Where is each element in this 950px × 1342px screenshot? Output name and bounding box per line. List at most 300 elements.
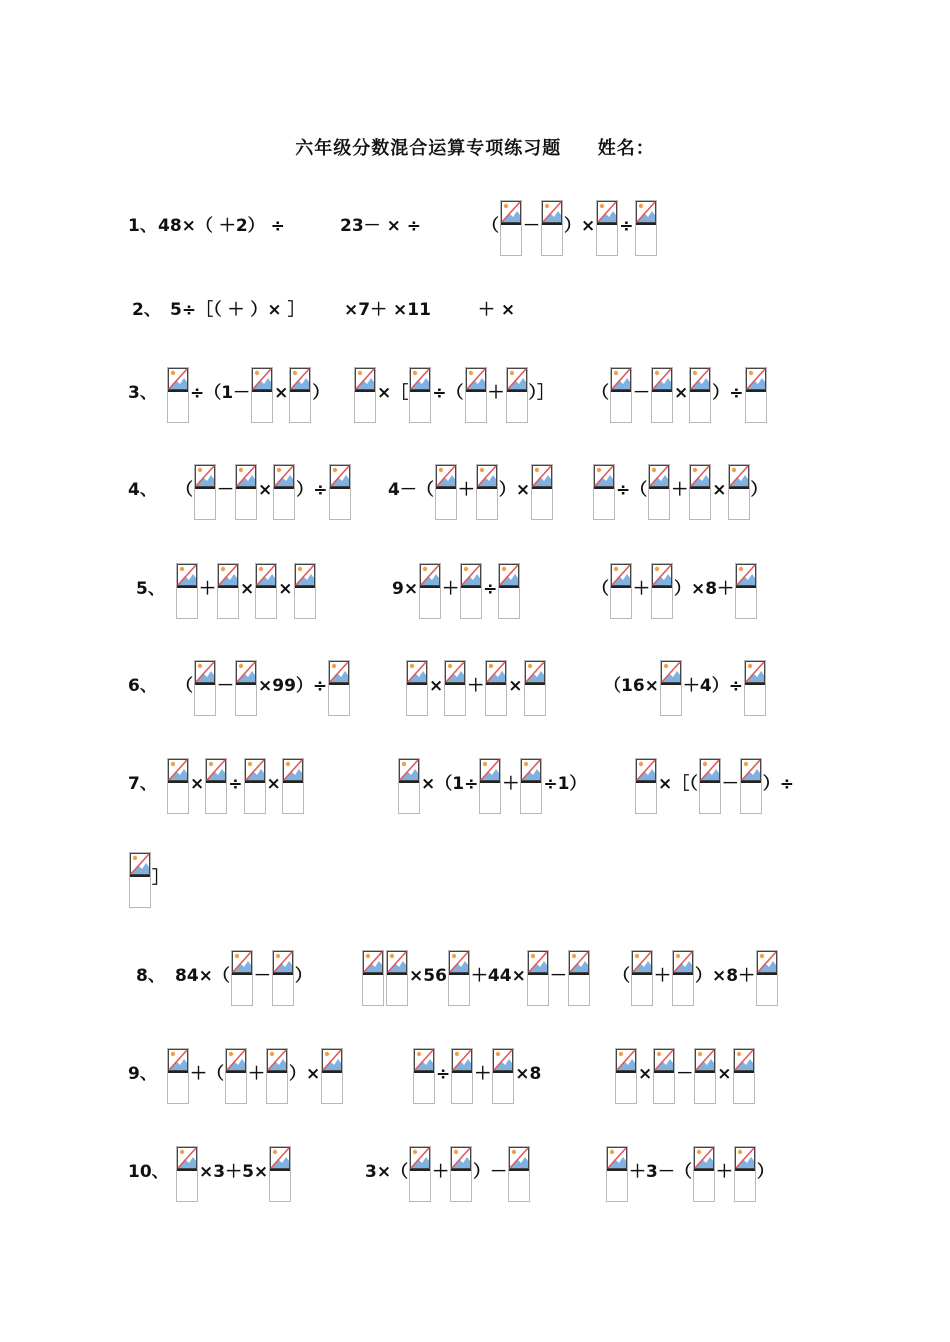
broken-image-icon xyxy=(486,661,506,685)
broken-image-icon xyxy=(273,951,293,975)
expression-text: × xyxy=(274,383,289,403)
broken-image-icon xyxy=(507,368,527,392)
fraction-placeholder xyxy=(610,367,632,423)
expression-text: ÷ xyxy=(483,579,498,599)
broken-image-icon xyxy=(636,759,656,783)
fraction-placeholder xyxy=(694,1048,716,1104)
exercise-row xyxy=(0,758,950,818)
broken-image-icon xyxy=(690,465,710,489)
broken-image-icon xyxy=(195,661,215,685)
expression xyxy=(176,464,352,520)
fraction-placeholder xyxy=(282,758,304,814)
broken-image-icon xyxy=(226,1049,246,1073)
fraction-placeholder xyxy=(689,367,711,423)
broken-image-icon xyxy=(729,465,749,489)
expression xyxy=(392,563,521,619)
fraction-placeholder xyxy=(409,1146,431,1202)
exercise-number: 10、 xyxy=(128,1162,169,1182)
fraction-placeholder xyxy=(506,367,528,423)
expression-text: （ xyxy=(482,216,499,236)
broken-image-icon xyxy=(690,368,710,392)
broken-image-icon xyxy=(746,368,766,392)
broken-image-icon xyxy=(399,759,419,783)
broken-image-icon xyxy=(499,564,519,588)
expression-text: ＋ xyxy=(502,774,520,794)
fraction-placeholder xyxy=(596,200,618,256)
broken-image-icon xyxy=(283,759,303,783)
exercise-number: 1、 xyxy=(128,216,157,236)
expression-text: ÷（ xyxy=(432,383,464,403)
fraction-placeholder xyxy=(479,758,501,814)
expression-text: × xyxy=(717,1064,732,1084)
expression xyxy=(176,660,351,716)
broken-image-icon xyxy=(420,564,440,588)
expression-text: ＋ xyxy=(467,676,485,696)
fraction-placeholder xyxy=(205,758,227,814)
broken-image-icon xyxy=(130,853,150,877)
broken-image-icon xyxy=(661,661,681,685)
expression xyxy=(634,758,794,814)
fraction-placeholder xyxy=(606,1146,628,1202)
expression-text: ） xyxy=(750,480,768,500)
expression xyxy=(365,1146,531,1202)
broken-image-icon xyxy=(177,564,197,588)
broken-image-icon xyxy=(477,465,497,489)
broken-image-icon xyxy=(741,759,761,783)
fraction-placeholder xyxy=(527,950,549,1006)
broken-image-icon xyxy=(218,564,238,588)
expression xyxy=(175,950,312,1006)
expression-text: ＋4）÷ xyxy=(682,676,743,696)
fraction-placeholder xyxy=(756,950,778,1006)
exercise-row xyxy=(0,1048,950,1108)
broken-image-icon xyxy=(736,564,756,588)
broken-image-icon xyxy=(757,951,777,975)
expression-text: ＋ xyxy=(487,383,505,403)
broken-image-icon xyxy=(532,465,552,489)
fraction-placeholder xyxy=(269,1146,291,1202)
fraction-placeholder xyxy=(362,950,384,1006)
expression-text: ÷（1－ xyxy=(190,383,251,403)
expression-text: ÷ xyxy=(228,774,243,794)
expression-text: ＋44× xyxy=(470,966,526,986)
fraction-placeholder xyxy=(735,563,757,619)
broken-image-icon xyxy=(270,1147,290,1171)
expression-text: 48×（ ＋2） ÷ xyxy=(158,216,285,236)
expression-text: 84×（ xyxy=(175,966,230,986)
expression-text: ÷ xyxy=(436,1064,451,1084)
exercise-number: 3、 xyxy=(128,383,157,403)
fraction-placeholder xyxy=(498,563,520,619)
fraction-placeholder xyxy=(266,1048,288,1104)
broken-image-icon xyxy=(652,564,672,588)
broken-image-icon xyxy=(493,1049,513,1073)
fraction-placeholder xyxy=(593,464,615,520)
fraction-placeholder xyxy=(272,950,294,1006)
expression xyxy=(412,1048,541,1104)
broken-image-icon xyxy=(168,368,188,392)
expression-text: ×［ xyxy=(377,383,409,403)
fraction-placeholder xyxy=(531,464,553,520)
exercise-number: 5、 xyxy=(136,579,165,599)
broken-image-icon xyxy=(445,661,465,685)
fraction-placeholder xyxy=(406,660,428,716)
expression-text: － xyxy=(549,966,567,986)
fraction-placeholder xyxy=(672,950,694,1006)
expression-text: ）× xyxy=(289,1064,321,1084)
expression xyxy=(478,284,515,322)
broken-image-icon xyxy=(461,564,481,588)
expression-text: － xyxy=(523,216,540,236)
fraction-placeholder xyxy=(409,367,431,423)
broken-image-icon xyxy=(452,1049,472,1073)
expression-text: ＋3－（ xyxy=(629,1162,692,1182)
fraction-placeholder xyxy=(635,200,657,256)
broken-image-icon xyxy=(290,368,310,392)
fraction-placeholder xyxy=(244,758,266,814)
broken-image-icon xyxy=(322,1049,342,1073)
expression-text: （ xyxy=(613,966,630,986)
expression-text: ×56 xyxy=(409,966,447,986)
broken-image-icon xyxy=(295,564,315,588)
expression-text: － xyxy=(633,383,650,403)
expression-text: ＋ xyxy=(457,480,475,500)
expression-text: 5÷［（ ＋ ）× ］ xyxy=(170,300,305,320)
exercise-number: 2、 xyxy=(132,300,161,320)
expression xyxy=(166,1048,344,1104)
expression-text: ×99）÷ xyxy=(258,676,328,696)
fraction-placeholder xyxy=(231,950,253,1006)
broken-image-icon xyxy=(387,951,407,975)
expression-text: × xyxy=(190,774,205,794)
expression-text: ＋ xyxy=(432,1162,450,1182)
expression xyxy=(353,367,554,423)
expression xyxy=(175,1146,292,1202)
expression-text: ＋ xyxy=(715,1162,733,1182)
name-label: 姓名： xyxy=(597,138,655,159)
fraction-placeholder xyxy=(500,200,522,256)
expression-text: － xyxy=(676,1064,694,1084)
broken-image-icon xyxy=(407,661,427,685)
expression-text: ×8 xyxy=(515,1064,542,1084)
fraction-placeholder xyxy=(568,950,590,1006)
fraction-placeholder xyxy=(167,367,189,423)
expression xyxy=(592,367,768,423)
fraction-placeholder xyxy=(450,1146,472,1202)
fraction-placeholder xyxy=(194,660,216,716)
fraction-placeholder xyxy=(217,563,239,619)
broken-image-icon xyxy=(206,759,226,783)
exercise-number: 7、 xyxy=(128,774,157,794)
expression xyxy=(166,367,329,423)
fraction-placeholder xyxy=(465,367,487,423)
broken-image-icon xyxy=(168,1049,188,1073)
expression-text: × xyxy=(638,1064,653,1084)
fraction-placeholder xyxy=(615,1048,637,1104)
exercise-row xyxy=(0,852,950,912)
fraction-placeholder xyxy=(235,660,257,716)
exercise-row xyxy=(0,464,950,524)
broken-image-icon xyxy=(267,1049,287,1073)
broken-image-icon xyxy=(745,661,765,685)
expression-text: ＋ xyxy=(442,579,460,599)
expression-text: ）× xyxy=(498,480,531,500)
expression xyxy=(388,464,554,520)
expression-text: ×7＋ ×11 xyxy=(344,300,431,320)
expression-text: ）÷ xyxy=(712,383,744,403)
expression-text: × xyxy=(674,383,689,403)
fraction-placeholder xyxy=(631,950,653,1006)
fraction-placeholder xyxy=(648,464,670,520)
expression xyxy=(166,758,305,814)
fraction-placeholder xyxy=(251,367,273,423)
broken-image-icon xyxy=(673,951,693,975)
expression-text: × xyxy=(240,579,255,599)
fraction-placeholder xyxy=(167,758,189,814)
broken-image-icon xyxy=(236,661,256,685)
broken-image-icon xyxy=(632,951,652,975)
broken-image-icon xyxy=(734,1049,754,1073)
expression xyxy=(482,200,658,256)
broken-image-icon xyxy=(501,201,521,225)
broken-image-icon xyxy=(652,368,672,392)
expression xyxy=(614,1048,756,1104)
fraction-placeholder xyxy=(329,464,351,520)
broken-image-icon xyxy=(597,201,617,225)
broken-image-icon xyxy=(363,951,383,975)
exercise-row xyxy=(0,284,950,344)
expression-text: ） xyxy=(312,383,330,403)
fraction-placeholder xyxy=(744,660,766,716)
expression xyxy=(158,200,285,238)
fraction-placeholder xyxy=(289,367,311,423)
exercise-number: 8、 xyxy=(136,966,165,986)
broken-image-icon xyxy=(695,1049,715,1073)
expression xyxy=(175,563,317,619)
fraction-placeholder xyxy=(660,660,682,716)
broken-image-icon xyxy=(594,465,614,489)
exercise-number: 9、 xyxy=(128,1064,157,1084)
fraction-placeholder xyxy=(745,367,767,423)
expression xyxy=(405,660,547,716)
fraction-placeholder xyxy=(255,563,277,619)
broken-image-icon xyxy=(252,368,272,392)
fraction-placeholder xyxy=(413,1048,435,1104)
expression-text: ＋ xyxy=(633,579,650,599)
broken-image-icon xyxy=(700,759,720,783)
expression-text: ×（1÷ xyxy=(421,774,479,794)
broken-image-icon xyxy=(466,368,486,392)
expression-text: ＋ xyxy=(199,579,216,599)
expression-text: － xyxy=(721,774,739,794)
worksheet-title: 六年级分数混合运算专项练习题 xyxy=(295,138,562,159)
fraction-placeholder xyxy=(635,758,657,814)
fraction-placeholder xyxy=(435,464,457,520)
expression-text: － xyxy=(217,480,234,500)
broken-image-icon xyxy=(525,661,545,685)
fraction-placeholder xyxy=(733,1048,755,1104)
expression xyxy=(592,563,758,619)
broken-image-icon xyxy=(636,201,656,225)
expression-text: （ xyxy=(176,480,193,500)
expression xyxy=(592,464,768,520)
expression xyxy=(397,758,586,814)
fraction-placeholder xyxy=(225,1048,247,1104)
fraction-placeholder xyxy=(508,1146,530,1202)
fraction-placeholder xyxy=(194,464,216,520)
expression-text: － xyxy=(253,966,271,986)
fraction-placeholder xyxy=(699,758,721,814)
expression-text: 3×（ xyxy=(365,1162,409,1182)
fraction-placeholder xyxy=(451,1048,473,1104)
fraction-placeholder xyxy=(328,660,350,716)
expression xyxy=(170,284,305,322)
expression-text: × xyxy=(712,480,727,500)
fraction-placeholder xyxy=(734,1146,756,1202)
broken-image-icon xyxy=(414,1049,434,1073)
broken-image-icon xyxy=(611,368,631,392)
expression-text: × xyxy=(258,480,273,500)
fraction-placeholder xyxy=(520,758,542,814)
expression xyxy=(613,950,779,1006)
fraction-placeholder xyxy=(728,464,750,520)
broken-image-icon xyxy=(245,759,265,783)
expression-text: ）］ xyxy=(528,383,554,403)
broken-image-icon xyxy=(528,951,548,975)
broken-image-icon xyxy=(449,951,469,975)
expression-text: （ xyxy=(592,579,609,599)
fraction-placeholder xyxy=(321,1048,343,1104)
broken-image-icon xyxy=(274,465,294,489)
fraction-placeholder xyxy=(610,563,632,619)
expression-text: ）÷ xyxy=(296,480,328,500)
broken-image-icon xyxy=(168,759,188,783)
broken-image-icon xyxy=(611,564,631,588)
fraction-placeholder xyxy=(419,563,441,619)
expression-text: ）×8＋ xyxy=(674,579,735,599)
expression-text: ×［（ xyxy=(658,774,698,794)
broken-image-icon xyxy=(649,465,669,489)
exercise-row xyxy=(0,200,950,260)
broken-image-icon xyxy=(654,1049,674,1073)
expression-text: × xyxy=(266,774,281,794)
broken-image-icon xyxy=(355,368,375,392)
expression-text: ）－ xyxy=(473,1162,508,1182)
expression-text: ）×8＋ xyxy=(695,966,756,986)
page-title xyxy=(0,134,950,160)
exercise-row xyxy=(0,367,950,427)
broken-image-icon xyxy=(232,951,252,975)
expression-text: × xyxy=(508,676,523,696)
expression-text: ÷ xyxy=(619,216,634,236)
fraction-placeholder xyxy=(492,1048,514,1104)
expression-text: ＋ xyxy=(248,1064,265,1084)
expression xyxy=(361,950,591,1006)
exercise-row xyxy=(0,950,950,1010)
broken-image-icon xyxy=(542,201,562,225)
expression-text: ＋ × xyxy=(478,300,516,320)
fraction-placeholder xyxy=(541,200,563,256)
fraction-placeholder xyxy=(651,367,673,423)
fraction-placeholder xyxy=(524,660,546,716)
fraction-placeholder xyxy=(354,367,376,423)
exercise-row xyxy=(0,563,950,623)
exercise-number: 6、 xyxy=(128,676,157,696)
fraction-placeholder xyxy=(235,464,257,520)
expression-text: ×3＋5× xyxy=(199,1162,269,1182)
expression-text: ）÷ xyxy=(762,774,794,794)
broken-image-icon xyxy=(329,661,349,685)
fraction-placeholder xyxy=(129,852,151,908)
broken-image-icon xyxy=(451,1147,471,1171)
broken-image-icon xyxy=(735,1147,755,1171)
fraction-placeholder xyxy=(386,950,408,1006)
expression-text: ］ xyxy=(152,868,169,888)
expression-text: 9× xyxy=(392,579,419,599)
expression xyxy=(604,660,767,716)
expression xyxy=(128,852,169,908)
fraction-placeholder xyxy=(689,464,711,520)
broken-image-icon xyxy=(177,1147,197,1171)
fraction-placeholder xyxy=(476,464,498,520)
broken-image-icon xyxy=(330,465,350,489)
fraction-placeholder xyxy=(444,660,466,716)
fraction-placeholder xyxy=(176,563,198,619)
expression-text: （ xyxy=(176,676,193,696)
expression-text: ÷（ xyxy=(616,480,648,500)
broken-image-icon xyxy=(436,465,456,489)
fraction-placeholder xyxy=(273,464,295,520)
fraction-placeholder xyxy=(167,1048,189,1104)
broken-image-icon xyxy=(256,564,276,588)
broken-image-icon xyxy=(410,1147,430,1171)
fraction-placeholder xyxy=(651,563,673,619)
expression-text: ＋ xyxy=(474,1064,492,1084)
expression-text: 4－（ xyxy=(388,480,434,500)
broken-image-icon xyxy=(195,465,215,489)
broken-image-icon xyxy=(410,368,430,392)
broken-image-icon xyxy=(694,1147,714,1171)
expression-text: × xyxy=(278,579,293,599)
expression-text: ＋（ xyxy=(190,1064,224,1084)
fraction-placeholder xyxy=(448,950,470,1006)
fraction-placeholder xyxy=(398,758,420,814)
exercise-row xyxy=(0,660,950,720)
fraction-placeholder xyxy=(485,660,507,716)
expression-text: （ xyxy=(592,383,609,403)
fraction-placeholder xyxy=(740,758,762,814)
broken-image-icon xyxy=(480,759,500,783)
fraction-placeholder xyxy=(693,1146,715,1202)
expression-text: ＋ xyxy=(654,966,671,986)
exercise-row xyxy=(0,1146,950,1206)
broken-image-icon xyxy=(236,465,256,489)
broken-image-icon xyxy=(509,1147,529,1171)
fraction-placeholder xyxy=(176,1146,198,1202)
expression-text: ） xyxy=(756,1162,774,1182)
expression-text: ）× xyxy=(564,216,596,236)
fraction-placeholder xyxy=(460,563,482,619)
broken-image-icon xyxy=(616,1049,636,1073)
exercise-number: 4、 xyxy=(128,480,157,500)
expression-text: － xyxy=(217,676,234,696)
expression xyxy=(340,200,421,238)
broken-image-icon xyxy=(607,1147,627,1171)
broken-image-icon xyxy=(569,951,589,975)
expression-text: （16× xyxy=(604,676,659,696)
expression-text: ） xyxy=(294,966,312,986)
expression-text: ÷1） xyxy=(543,774,587,794)
